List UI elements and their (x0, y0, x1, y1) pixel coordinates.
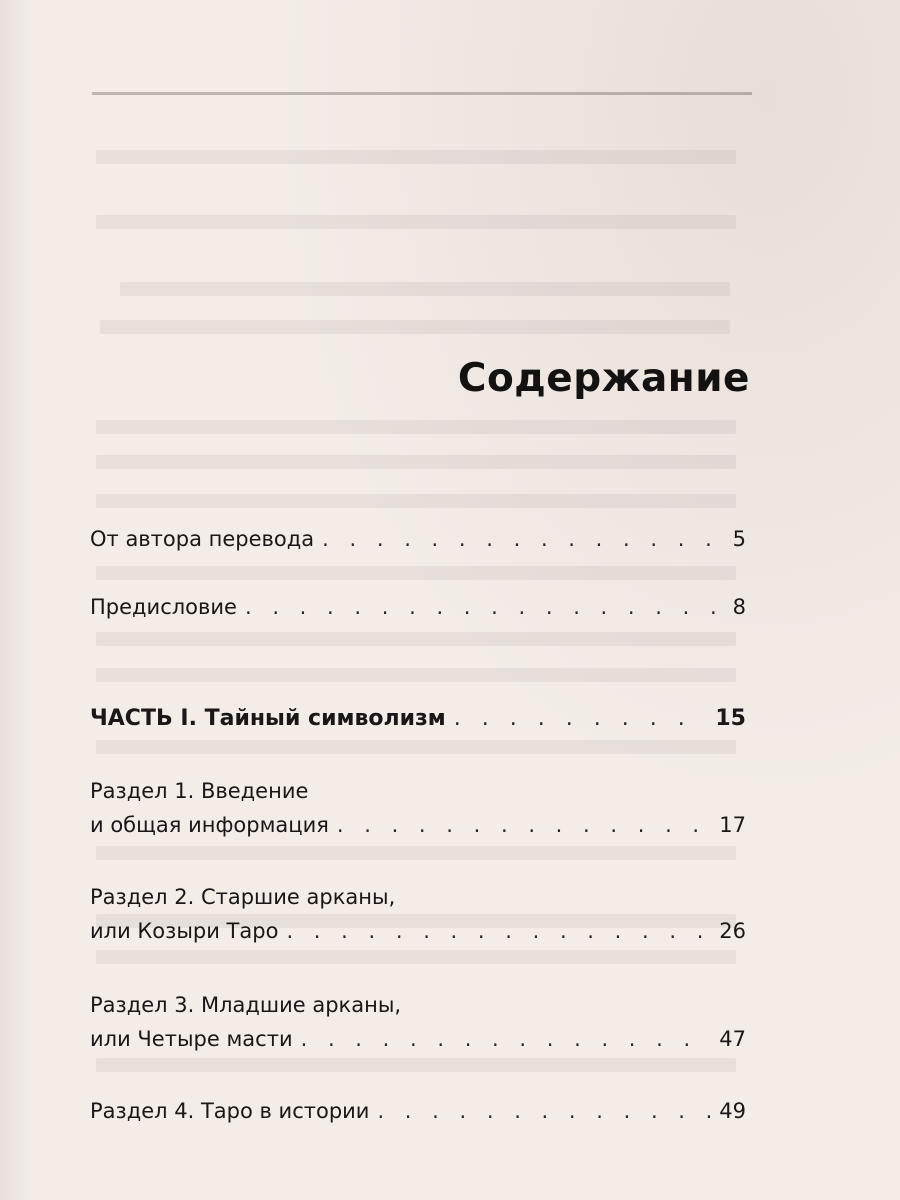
toc-entry-title: и общая информация (90, 813, 329, 837)
toc-page-number: 47 (719, 1027, 746, 1051)
dot-leader (337, 808, 711, 842)
toc-page-number: 15 (715, 706, 746, 731)
toc-page-number: 17 (719, 813, 746, 837)
dot-leader (454, 702, 708, 736)
toc-entry (90, 880, 746, 948)
toc-page-number: 8 (732, 595, 746, 619)
toc-entry-title-line: Раздел 3. Младшие арканы, (90, 993, 402, 1017)
dot-leader (301, 1022, 712, 1056)
toc-page-number: 26 (719, 919, 746, 943)
toc-entry (90, 988, 746, 1056)
toc-entry-title: или Козыри Таро (90, 919, 279, 943)
toc-entry (90, 1094, 746, 1128)
toc-entry-title: От автора перевода (90, 527, 315, 551)
dot-leader (245, 590, 725, 624)
toc-entry (90, 590, 746, 624)
dot-leader (322, 522, 724, 556)
toc-entry-title: Раздел 4. Таро в истории (90, 1099, 370, 1123)
toc-entry-title-line: Раздел 2. Старшие арканы, (90, 885, 396, 909)
toc-entry-title: ЧАСТЬ I. Тайный символизм (90, 706, 446, 731)
toc-entry (90, 522, 746, 556)
toc-part-entry (90, 702, 746, 736)
dot-leader (286, 914, 711, 948)
toc-entry-title: или Четыре масти (90, 1027, 293, 1051)
page-title: Содержание (457, 356, 750, 401)
toc-page-number: 5 (732, 527, 746, 551)
toc-entry-title-line: Раздел 1. Введение (90, 779, 309, 803)
toc-entry-title: Предисловие (90, 595, 237, 619)
dot-leader (377, 1094, 711, 1128)
toc-page-number: 49 (719, 1099, 746, 1123)
toc-entry (90, 774, 746, 842)
